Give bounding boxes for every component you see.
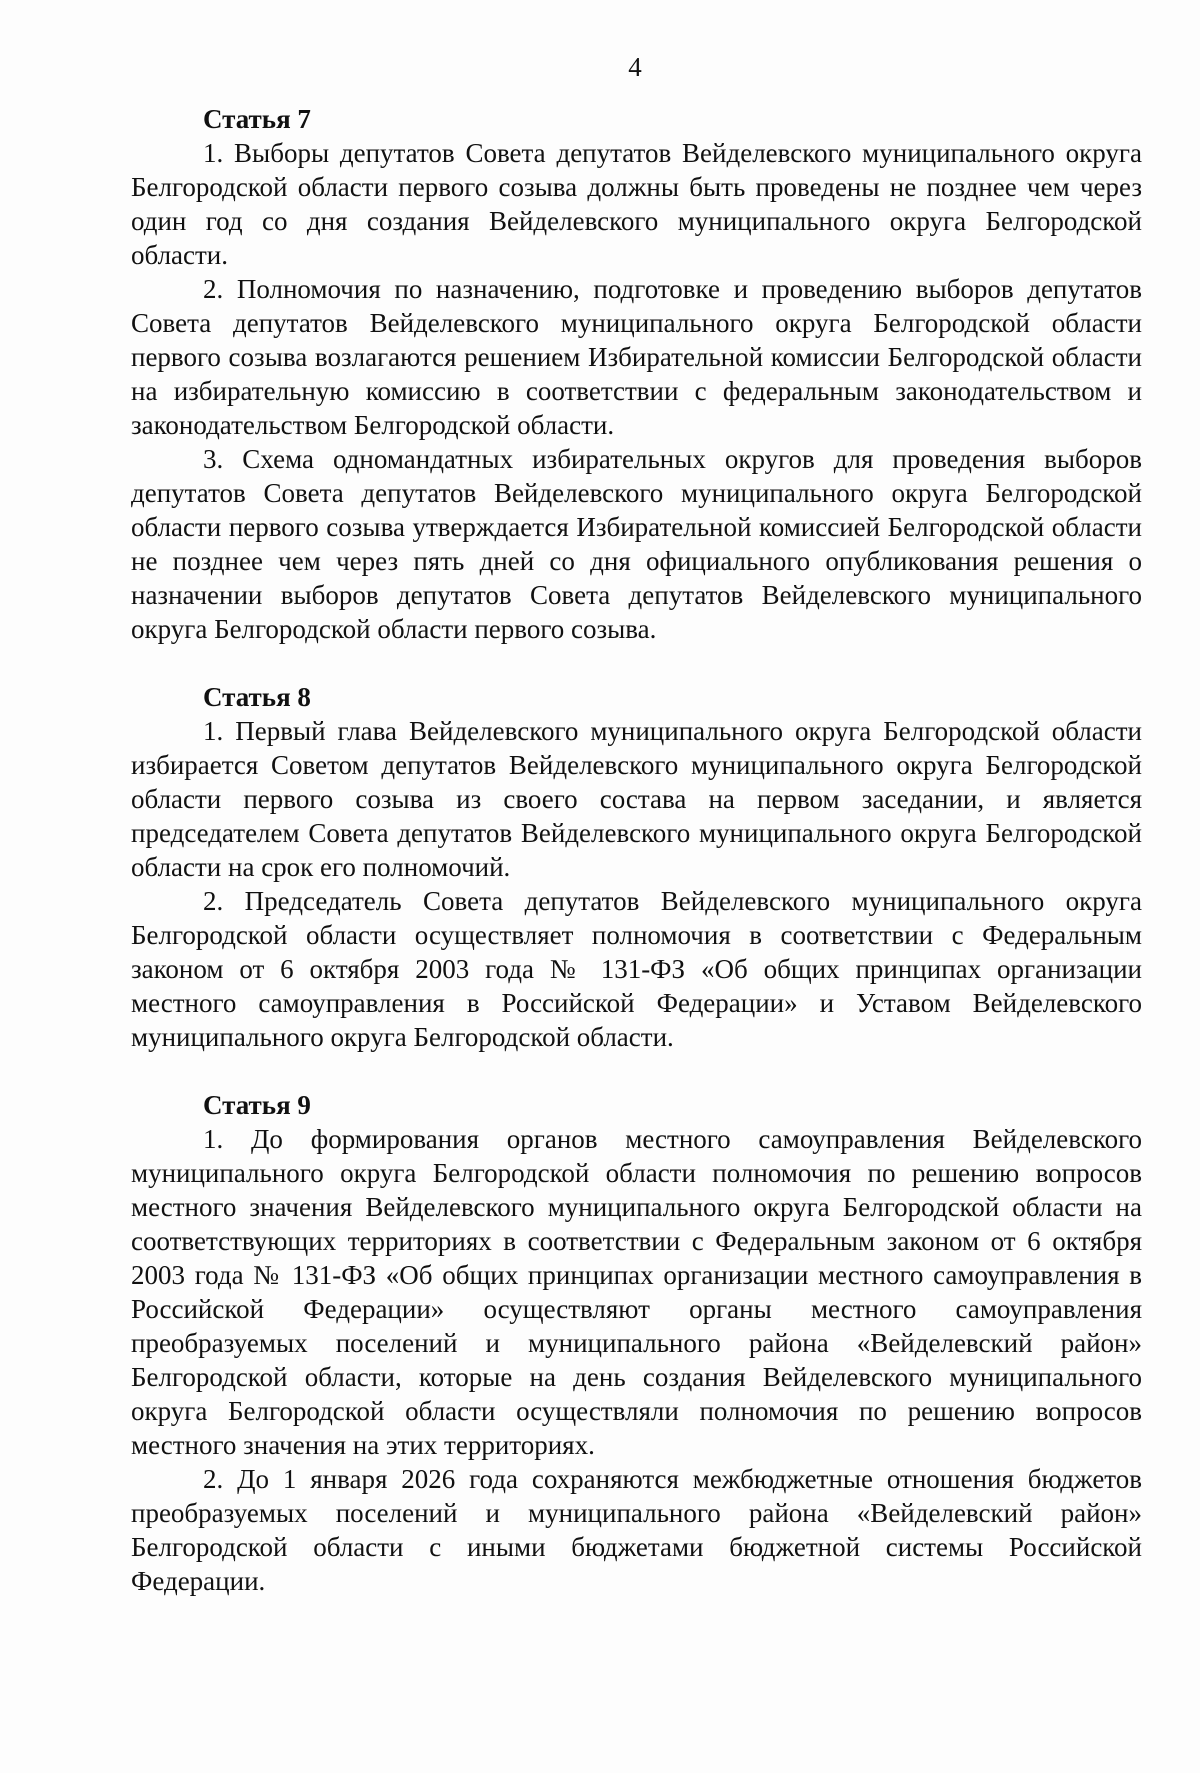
article-paragraph: 1. До формирования органов местного самоуправления Вейделевского муниципального округа Белгородской области полномочия по решению вопросов местного значения Вейделевского муниципального округа Белгородской области на соответствующих территориях в соответствии с Федеральным законом от 6 октября 2003 года № 131-ФЗ «Об общих принципах организации местного самоуправления в Российской Федерации» осуществляют органы местного самоуправления преобразуемых поселений и муниципального района «Вейделевский район» Белгородской области, которые на день создания Вейделевского муниципального округа Белгородской области осуществляли полномочия по решению вопросов местного значения на этих территориях. [131, 1124, 1142, 1460]
article-paragraph: 1. Выборы депутатов Совета депутатов Вейделевского муниципального округа Белгородской области первого созыва должны быть проведены не позднее чем через один год со дня создания Вейделевского муниципального округа Белгородской области. [131, 138, 1142, 270]
article-title: Статья 7 [203, 104, 311, 134]
article-7 [131, 102, 1142, 646]
article-paragraph: 2. До 1 января 2026 года сохраняются межбюджетные отношения бюджетов преобразуемых поселений и муниципального района «Вейделевский район» Белгородской области с иными бюджетами бюджетной системы Российской Федерации. [131, 1464, 1142, 1596]
article-paragraph: 1. Первый глава Вейделевского муниципального округа Белгородской области избирается Советом депутатов Вейделевского муниципального округа Белгородской области первого созыва из своего состава на первом заседании, и является председателем Совета депутатов Вейделевского муниципального округа Белгородской области на срок его полномочий. [131, 716, 1142, 882]
article-8 [131, 680, 1142, 1054]
article-title: Статья 8 [203, 682, 311, 712]
page-number: 4 [628, 52, 642, 82]
article-9 [131, 1088, 1142, 1598]
article-paragraph: 2. Председатель Совета депутатов Вейделевского муниципального округа Белгородской области осуществляет полномочия в соответствии с Федеральным законом от 6 октября 2003 года № 131-ФЗ «Об общих принципах организации местного самоуправления в Российской Федерации» и Уставом Вейделевского муниципального округа Белгородской области. [131, 886, 1142, 1052]
article-paragraph: 3. Схема одномандатных избирательных округов для проведения выборов депутатов Совета депутатов Вейделевского муниципального округа Белгородской области первого созыва утверждается Избирательной комиссией Белгородской области не позднее чем через пять дней со дня официального опубликования решения о назначении выборов депутатов Совета депутатов Вейделевского муниципального округа Белгородской области первого созыва. [131, 444, 1142, 644]
article-paragraph: 2. Полномочия по назначению, подготовке и проведению выборов депутатов Совета депутатов Вейделевского муниципального округа Белгородской области первого созыва возлагаются решением Избирательной комиссии Белгородской области на избирательную комиссию в соответствии с федеральным законодательством и законодательством Белгородской области. [131, 274, 1142, 440]
article-title: Статья 9 [203, 1090, 311, 1120]
document-body [131, 102, 1142, 1598]
